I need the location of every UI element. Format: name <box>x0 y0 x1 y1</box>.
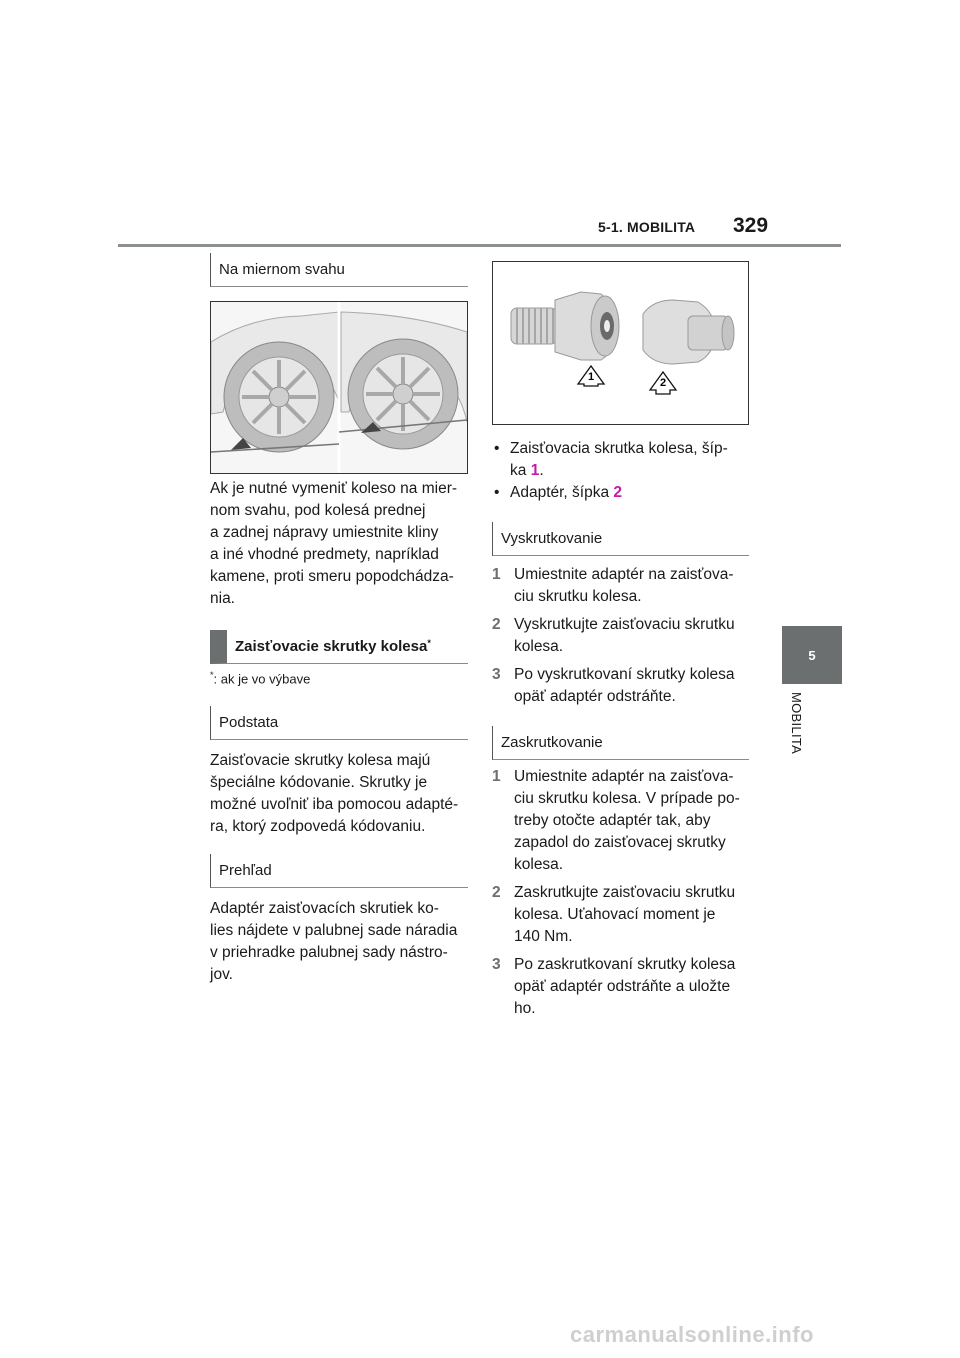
step-number: 2 <box>492 616 501 633</box>
slope-paragraph <box>210 478 472 610</box>
overview-line: v priehradke palubnej sady nástro- <box>210 944 448 961</box>
step-line: Po vyskrutkovaní skrutky kolesa <box>514 666 735 683</box>
step-item <box>492 664 754 708</box>
footnote-text: : ak je vo výbave <box>213 671 311 687</box>
heading-basis-text: Podstata <box>219 714 279 731</box>
option-mark: * <box>427 637 431 648</box>
step-item <box>492 954 754 1020</box>
basis-line: možné uvoľniť iba pomocou adapté- <box>210 796 459 813</box>
step-item <box>492 564 754 608</box>
bullet-symbol: • <box>494 484 500 501</box>
heading-overview <box>210 854 468 888</box>
bullet-text: Zaisťovacia skrutka kolesa, šíp- <box>510 440 728 457</box>
header-rule <box>118 244 841 247</box>
bullet-list <box>494 438 752 504</box>
slope-line: Ak je nutné vymeniť koleso na mier- <box>210 480 458 497</box>
bullet-item <box>494 438 752 482</box>
step-line: ciu skrutku kolesa. V prípade po- <box>514 790 740 807</box>
step-line: Po zaskrutkovaní skrutky kolesa <box>514 956 736 973</box>
chapter-label: MOBILITA <box>789 692 804 755</box>
section-title: 5-1. MOBILITA <box>598 219 696 235</box>
footnote-mark: * <box>210 670 214 680</box>
step-line: zapadol do zaisťovacej skrutky <box>514 834 726 851</box>
basis-line: Zaisťovacie skrutky kolesa majú <box>210 752 431 769</box>
lock-bolt-adapter-illustration <box>493 262 748 424</box>
bullet-text: ka <box>510 462 531 479</box>
step-line: treby otočte adaptér tak, aby <box>514 812 711 829</box>
step-line: opäť adaptér odstráňte a uložte <box>514 978 731 995</box>
step-item <box>492 882 754 948</box>
basis-line: špeciálne kódovanie. Skrutky je <box>210 774 428 791</box>
slope-line: nom svahu, pod kolesá prednej <box>210 502 426 519</box>
slope-line: a iné vhodné predmety, napríklad <box>210 546 439 563</box>
overview-line: lies nájdete v palubnej sade náradia <box>210 922 458 939</box>
heading-unscrew-text: Vyskrutkovanie <box>501 530 603 547</box>
heading-screw-text: Zaskrutkovanie <box>501 734 603 751</box>
bullet-text: . <box>539 462 544 479</box>
chapter-side-label <box>788 692 806 772</box>
overview-line: jov. <box>210 966 233 983</box>
watermark: carmanualsonline.info <box>570 1322 814 1347</box>
unscrew-steps <box>492 564 754 708</box>
overview-line: Adaptér zaisťovacích skrutiek ko- <box>210 900 439 917</box>
slope-line: a zadnej nápravy umiestnite kliny <box>210 524 439 541</box>
step-line: kolesa. <box>514 856 564 873</box>
step-line: ciu skrutku kolesa. <box>514 588 642 605</box>
slope-line: nia. <box>210 590 235 607</box>
heading-slope <box>210 253 468 287</box>
step-line: Umiestnite adaptér na zaisťova- <box>514 768 734 785</box>
step-line: Vyskrutkujte zaisťovaciu skrutku <box>514 616 735 633</box>
bullet-symbol: • <box>494 440 500 457</box>
footnote <box>210 670 470 686</box>
arrow-ref-1: 1 <box>530 462 540 479</box>
figure-label-2: 2 <box>659 377 667 389</box>
step-number: 3 <box>492 956 501 973</box>
arrow-ref-2: 2 <box>613 484 623 501</box>
heading-overview-text: Prehľad <box>219 862 272 879</box>
heading-wheel-locks <box>210 630 468 664</box>
step-line: kolesa. <box>514 638 564 655</box>
step-line: ho. <box>514 1000 536 1017</box>
step-number: 1 <box>492 566 501 583</box>
step-line: opäť adaptér odstráňte. <box>514 688 676 705</box>
figure-label-1: 1 <box>587 371 595 383</box>
page-number: 329 <box>733 214 769 237</box>
step-item <box>492 766 754 876</box>
figure-lock-bolt-adapter <box>492 261 749 425</box>
step-line: Zaskrutkujte zaisťovaciu skrutku <box>514 884 736 901</box>
chapter-number: 5 <box>808 647 816 663</box>
bullet-item <box>494 482 752 504</box>
screw-steps <box>492 766 754 1020</box>
step-number: 1 <box>492 768 501 785</box>
step-number: 3 <box>492 666 501 683</box>
heading-wheel-locks-text: Zaisťovacie skrutky kolesa <box>235 638 428 655</box>
step-line: 140 Nm. <box>514 928 573 945</box>
step-line: kolesa. Uťahovací moment je <box>514 906 716 923</box>
basis-line: ra, ktorý zodpovedá kódovaniu. <box>210 818 426 835</box>
step-number: 2 <box>492 884 501 901</box>
slope-line: kamene, proti smeru popodchádza- <box>210 568 454 585</box>
chapter-tab <box>782 626 842 684</box>
step-line: Umiestnite adaptér na zaisťova- <box>514 566 734 583</box>
heading-slope-text: Na miernom svahu <box>219 261 345 278</box>
wheel-chocks-illustration <box>211 302 467 473</box>
bullet-text: Adaptér, šípka <box>510 484 614 501</box>
basis-paragraph <box>210 750 472 838</box>
heading-basis <box>210 706 468 740</box>
figure-wheel-chocks <box>210 301 468 474</box>
heading-unscrew <box>492 522 749 556</box>
heading-screw <box>492 726 749 760</box>
step-item <box>492 614 754 658</box>
overview-paragraph <box>210 898 472 986</box>
